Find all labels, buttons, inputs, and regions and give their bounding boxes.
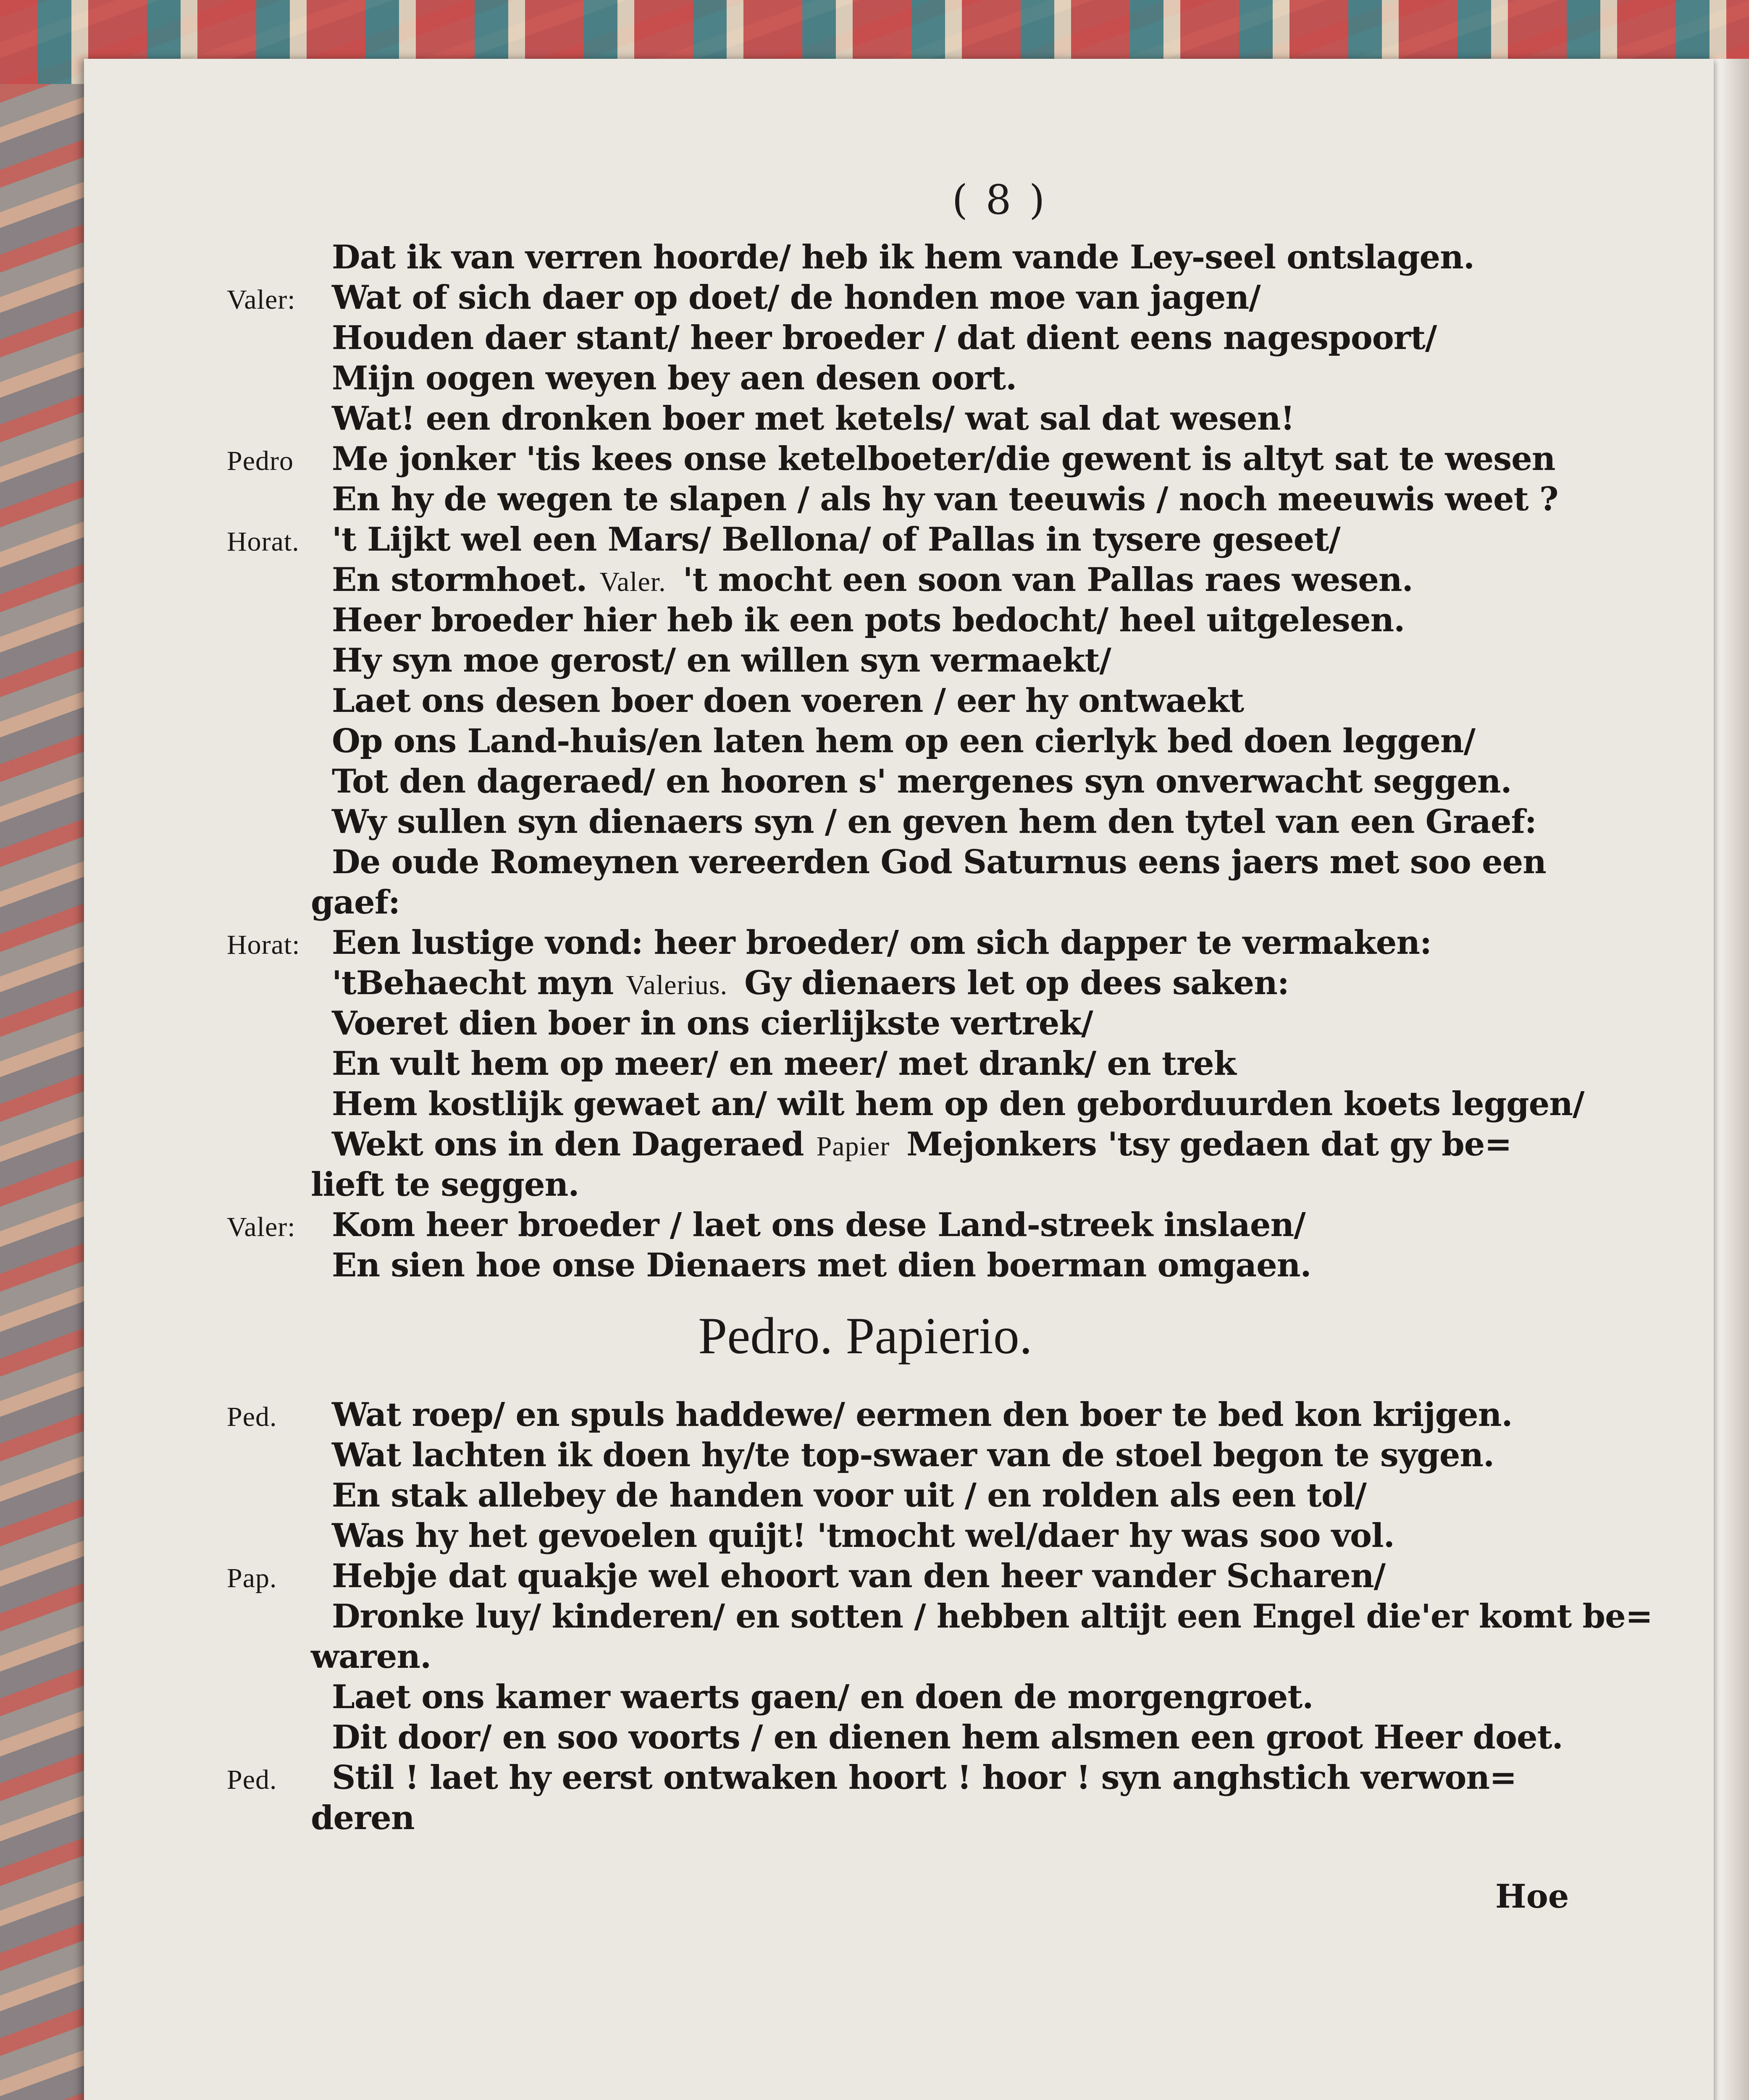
speaker-label: Ped. (227, 1764, 277, 1795)
speaker-label: Ped. (227, 1402, 277, 1432)
text-line (227, 721, 1613, 761)
speaker-label: Pap. (227, 1563, 277, 1593)
text-line (227, 1475, 1613, 1516)
speaker-label: Papier (816, 1131, 890, 1162)
dialogue-block-b (227, 1395, 1653, 1838)
line-text: Mijn oogen weyen bey aen desen oort. (332, 359, 1017, 397)
text-line (227, 560, 1613, 600)
page-text (227, 237, 1653, 1838)
line-text: Kom heer broeder / laet ons dese Land-streek inslaen/ (332, 1206, 1305, 1244)
text-line (227, 842, 1613, 882)
text-line (227, 1084, 1613, 1124)
line-text: Laet ons kamer waerts gaen/ en doen de morgengroet. (332, 1678, 1313, 1716)
text-line (227, 1677, 1613, 1717)
text-line (227, 318, 1613, 358)
line-text: En stormhoet. (332, 561, 587, 599)
line-text: Een lustige vond: heer broeder/ om sich dapper te vermaken: (332, 924, 1431, 962)
speaker-label: Valerius. (626, 970, 728, 1000)
text-line (227, 520, 1613, 560)
line-text: Wekt ons in den Dageraed (332, 1125, 804, 1163)
text-line (227, 1165, 1613, 1205)
line-text: deren (311, 1799, 415, 1837)
text-line (227, 1435, 1613, 1475)
text-line (227, 882, 1613, 923)
text-line (227, 640, 1613, 681)
line-text: waren. (311, 1638, 431, 1676)
line-text: Dit door/ en soo voorts / en dienen hem alsmen een groot Heer doet. (332, 1718, 1563, 1756)
line-text: Op ons Land-huis/en laten hem op een cierlyk bed doen leggen/ (332, 722, 1476, 760)
line-text: Houden daer stant/ heer broeder / dat dient eens nagespoort/ (332, 319, 1437, 357)
line-text: En sien hoe onse Dienaers met dien boerman omgaen. (332, 1246, 1311, 1284)
text-line (227, 923, 1613, 963)
line-text: 't mocht een soon van Pallas raes wesen. (683, 561, 1413, 599)
text-line (227, 802, 1613, 842)
text-line (227, 1758, 1613, 1798)
text-line (227, 761, 1613, 802)
text-line (227, 1395, 1613, 1435)
line-text: 'tBehaecht myn (332, 964, 614, 1002)
speaker-label: Horat: (227, 929, 300, 960)
text-line (227, 439, 1613, 479)
text-line (227, 1245, 1613, 1286)
text-line (227, 1798, 1613, 1838)
text-line (227, 1124, 1613, 1165)
line-text: Stil ! laet hy eerst ontwaken hoort ! hoor ! syn anghstich verwon= (332, 1759, 1517, 1797)
line-text: En hy de wegen te slapen / als hy van teeuwis / noch meeuwis weet ? (332, 480, 1558, 518)
line-text: Heer broeder hier heb ik een pots bedocht/ heel uitgelesen. (332, 601, 1405, 639)
line-text: Tot den dageraed/ en hooren s' mergenes syn onverwacht seggen. (332, 762, 1512, 801)
speaker-label: Pedro (227, 446, 294, 476)
line-text: Wat lachten ik doen hy/te top-swaer van de stoel begon te sygen. (332, 1436, 1494, 1474)
text-line (227, 1516, 1613, 1556)
line-text: Dat ik van verren hoorde/ heb ik hem vande Ley-seel ontslagen. (332, 238, 1474, 276)
line-text: En stak allebey de handen voor uit / en rolden als een tol/ (332, 1476, 1366, 1515)
line-text: Laet ons desen boer doen voeren / eer hy ontwaekt (332, 682, 1244, 720)
text-line (227, 1717, 1613, 1758)
text-line (227, 278, 1613, 318)
dialogue-block-a (227, 237, 1613, 1286)
line-text: Hy syn moe gerost/ en willen syn vermaekt/ (332, 641, 1111, 680)
page-number: ( 8 ) (952, 176, 1048, 223)
line-text: Wat roep/ en spuls haddewe/ eermen den boer te bed kon krijgen. (332, 1396, 1513, 1434)
text-line (227, 237, 1613, 278)
line-text: Voeret dien boer in ons cierlijkste vertrek/ (332, 1004, 1093, 1042)
speaker-label: Valer. (599, 567, 666, 597)
speaker-label: Horat. (227, 526, 299, 557)
text-line (227, 1003, 1613, 1044)
text-line (227, 1556, 1613, 1596)
line-text: gaef: (311, 883, 400, 921)
line-text: Gy dienaers let op dees saken: (744, 964, 1289, 1002)
line-text: lieft te seggen. (311, 1166, 579, 1204)
text-line (227, 399, 1613, 439)
text-line (227, 600, 1613, 640)
line-text: Dronke luy/ kinderen/ en sotten / hebben altijt een Engel die'er komt be= (332, 1597, 1653, 1635)
text-line (227, 1205, 1613, 1245)
line-text: Mejonkers 'tsy gedaen dat gy be= (906, 1125, 1512, 1163)
line-text: Was hy het gevoelen quijt! 'tmocht wel/daer hy was soo vol. (332, 1517, 1394, 1555)
line-text: Wat! een dronken boer met ketels/ wat sal dat wesen! (332, 399, 1295, 438)
speaker-label: Valer: (227, 284, 296, 315)
line-text: Me jonker 'tis kees onse ketelboeter/die gewent is altyt sat te wesen (332, 440, 1555, 478)
line-text: Wat of sich daer op doet/ de honden moe van jagen/ (332, 278, 1261, 317)
catchword: Hoe (1495, 1877, 1569, 1916)
line-text: Wy sullen syn dienaers syn / en geven hem den tytel van een Graef: (332, 803, 1536, 841)
line-text: En vult hem op meer/ en meer/ met drank/ en trek (332, 1045, 1236, 1083)
line-text: Hem kostlijk gewaet an/ wilt hem op den geborduurden koets leggen/ (332, 1085, 1584, 1123)
text-line (227, 1596, 1653, 1637)
text-line (227, 681, 1613, 721)
text-line (227, 479, 1613, 520)
text-line (227, 1044, 1613, 1084)
scene-heading: Pedro. Papierio. (698, 1307, 1032, 1365)
text-line (227, 1637, 1613, 1677)
line-text: 't Lijkt wel een Mars/ Bellona/ of Pallas in tysere geseet/ (332, 520, 1340, 559)
text-line (227, 358, 1613, 399)
line-text: De oude Romeynen vereerden God Saturnus eens jaers met soo een (332, 843, 1546, 881)
line-text: Hebje dat quakje wel ehoort van den heer vander Scharen/ (332, 1557, 1386, 1595)
text-line (227, 963, 1613, 1003)
speaker-label: Valer: (227, 1212, 296, 1242)
